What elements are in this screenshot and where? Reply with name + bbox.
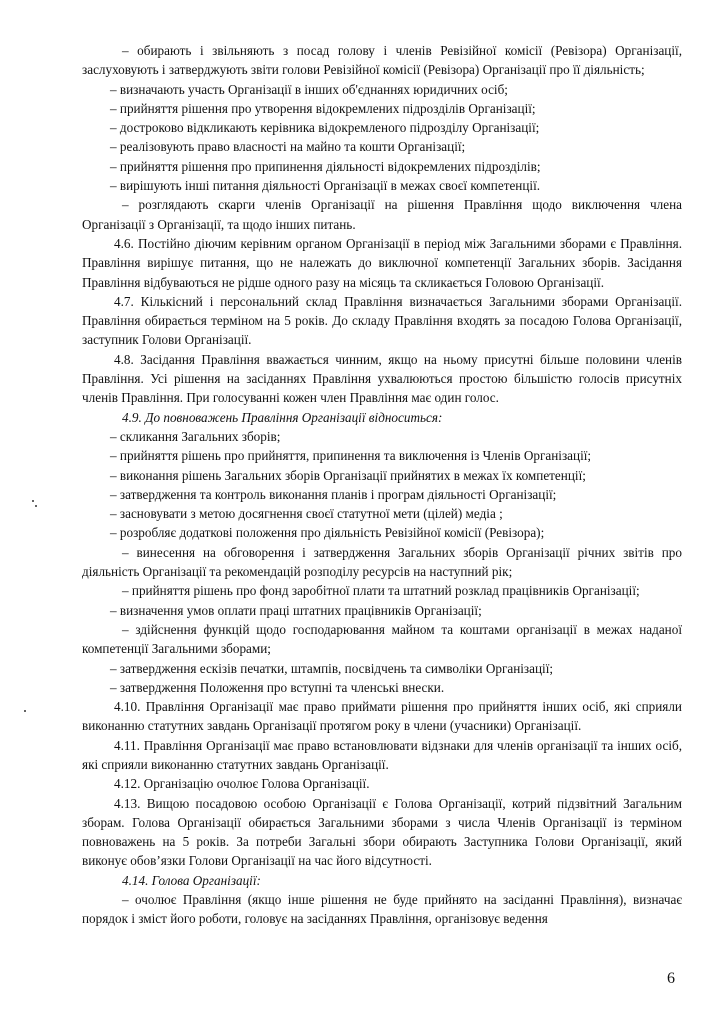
list-item: – затвердження ескізів печатки, штампів, посвідчень та символіки Організації; [110, 660, 554, 676]
paragraph-4-7: 4.7. Кількісний і персональний склад Правління визначається Загальними зборами Організації. Правління обирається терміном на 5 років. До складу Правління входять за посадою Голова Організації, заступник Голови Організації. [82, 293, 682, 348]
list-item: – визначають участь Організації в інших об'єднаннях юридичних осіб; [110, 81, 508, 97]
paragraph: – розглядають скарги членів Організації на рішення Правління щодо виключення члена Організації з Організації, та щодо інших питань. [82, 197, 682, 232]
list-item: – визначення умов оплати праці штатних працівників Організації; [110, 602, 482, 618]
page-number: 6 [667, 970, 675, 987]
list-item: – прийняття рішень про прийняття, припинення та виключення із Членів Організації; [110, 448, 592, 464]
list-item: – прийняття рішення про утворення відокремлених підрозділів Організації; [110, 100, 536, 116]
section-heading-4-9: 4.9. До повноважень Правління Організації відноситься: [122, 409, 443, 425]
paragraph: – обирають і звільняють з посад голову і членів Ревізійної комісії (Ревізора) Організації, заслуховують і затверджують звіти голови Ревізійної комісії (Ревізора) Організації про її діяльність; [82, 43, 682, 78]
list-item: – реалізовують право власності на майно та кошти Організації; [110, 139, 466, 155]
list-item: – скликання Загальних зборів; [110, 428, 281, 444]
list-item: – виконання рішень Загальних зборів Організації прийнятих в межах їх компетенції; [110, 467, 586, 483]
list-item: – затвердження Положення про вступні та членські внески. [110, 679, 445, 695]
section-heading-4-14: 4.14. Голова Організації: [122, 872, 261, 888]
document-body [82, 41, 682, 929]
paragraph-4-13: 4.13. Вищою посадовою особою Організації є Голова Організації, котрий підзвітний Загальним зборам. Голова Організації обирається Загальними зборами з числа Членів Організації із терміном повноважень на 5 років. За потреби Загальні збори обирають Заступника Голови Організації, який виконує обов’язки Голови Організації на час його відсутності. [82, 795, 682, 869]
paragraph-4-6: 4.6. Постійно діючим керівним органом Організації в період між Загальними зборами є Правління. Правління вирішує питання, що не належать до виключної компетенції Загальних зборів. Засідання Правління відбуваються не рідше одного разу на місяць та скликається Головою Організації. [82, 235, 682, 290]
list-item: – засновувати з метою досягнення своєї статутної мети (цілей) медіа ; [110, 506, 503, 522]
paragraph-4-10: 4.10. Правління Організації має право приймати рішення про прийняття інших осіб, які сприяли виконанню статутних завдань Організації протягом року в члени (учасники) Організації. [82, 699, 682, 734]
paragraph: – очолює Правління (якщо інше рішення не буде прийнято на засіданні Правління), визначає порядок і зміст його роботи, головує на засіданнях Правління, організовує ведення [82, 892, 682, 927]
list-item: – затвердження та контроль виконання планів і програм діяльності Організації; [110, 486, 557, 502]
paragraph: – винесення на обговорення і затвердження Загальних зборів Організації річних звітів про діяльність Організації та рекомендацій розподілу ресурсів на наступний рік; [82, 544, 682, 580]
paragraph-4-12: 4.12. Організацію очолює Голова Організації. [114, 776, 370, 792]
scan-speck [35, 505, 37, 507]
list-item: – вирішують інші питання діяльності Організації в межах своєї компетенції. [110, 178, 541, 194]
list-item: – розробляє додаткові положення про діяльність Ревізійної комісії (Ревізора); [110, 525, 545, 541]
scan-speck [32, 500, 34, 502]
list-item: – достроково відкликають керівника відокремленого підрозділу Організації; [110, 120, 540, 136]
paragraph-4-8: 4.8. Засідання Правління вважається чинним, якщо на ньому присутні більше половини членів Правління. Усі рішення на засіданнях Правління ухвалюються простою більшістю голосів присутніх членів Правління. При голосуванні кожен член Правління має один голос. [82, 351, 682, 406]
scan-speck [24, 710, 26, 712]
paragraph-4-11: 4.11. Правління Організації має право встановлювати відзнаки для членів організації та інших осіб, які сприяли виконанню статутних завдань Організації. [82, 737, 682, 772]
list-item: – прийняття рішення про припинення діяльності відокремлених підрозділів; [110, 158, 541, 174]
paragraph: – прийняття рішень про фонд заробітної плати та штатний розклад працівників Організації; [122, 583, 640, 599]
paragraph: – здійснення функцій щодо господарювання майном та коштами організації в межах наданої компетенції Загальними зборами; [82, 621, 682, 657]
